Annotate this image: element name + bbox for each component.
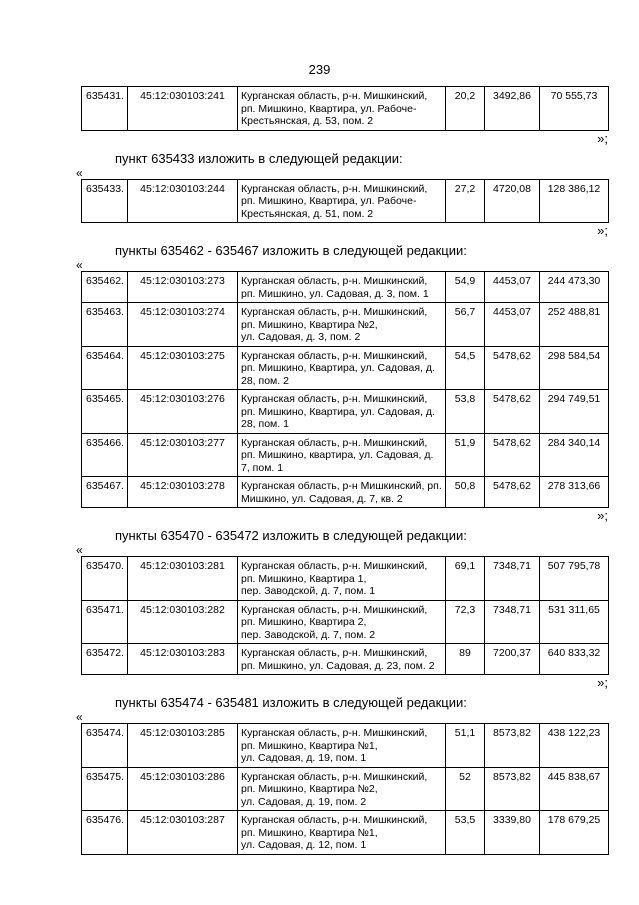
page-number: 239	[308, 62, 331, 77]
cadastral-number-cell: 45:12:030103:277	[128, 433, 238, 477]
address-cell: Курганская область, р-н. Мишкинский, рп. Мишкино, Квартира, ул. Рабоче-Крестьянская, д. 53, пом. 2	[238, 87, 446, 131]
cadastral-number-cell: 45:12:030103:281	[128, 557, 238, 601]
amount-cell: 438 122,23	[540, 724, 609, 768]
area-cell: 56,7	[446, 303, 485, 347]
rate-cell: 8573,82	[485, 724, 540, 768]
item-number-cell: 635475.	[82, 767, 128, 811]
table-row	[82, 767, 609, 811]
amount-cell: 640 833,32	[540, 644, 609, 675]
area-cell: 72,3	[446, 600, 485, 644]
closing-quote-mark: »;	[597, 223, 608, 238]
rate-cell: 4720,08	[485, 179, 540, 223]
cadastral-number-cell: 45:12:030103:275	[128, 346, 238, 390]
table-row	[82, 87, 609, 131]
table-row	[82, 303, 609, 347]
address-cell: Курганская область, р-н. Мишкинский, рп. Мишкино, Квартира 1, пер. Заводской, д. 7, пом. 1	[238, 557, 446, 601]
opening-quote-mark: «	[76, 165, 83, 180]
cadastral-number-cell: 45:12:030103:241	[128, 87, 238, 131]
property-table	[81, 179, 609, 224]
amount-cell: 531 311,65	[540, 600, 609, 644]
cadastral-number-cell: 45:12:030103:273	[128, 272, 238, 303]
closing-quote-mark: »;	[597, 675, 608, 690]
area-cell: 54,9	[446, 272, 485, 303]
rate-cell: 3339,80	[485, 811, 540, 855]
opening-quote-mark: «	[76, 258, 83, 272]
amendment-instruction: пункты 635470 - 635472 изложить в следующей редакции:	[115, 528, 467, 543]
rate-cell: 7348,71	[485, 600, 540, 644]
item-number-cell: 635474.	[82, 724, 128, 768]
item-number-cell: 635431.	[82, 87, 128, 131]
table-row	[82, 724, 609, 768]
item-number-cell: 635462.	[82, 272, 128, 303]
cadastral-number-cell: 45:12:030103:278	[128, 477, 238, 508]
rate-cell: 5478,62	[485, 433, 540, 477]
cadastral-number-cell: 45:12:030103:287	[128, 811, 238, 855]
rate-cell: 4453,07	[485, 272, 540, 303]
amount-cell: 284 340,14	[540, 433, 609, 477]
area-cell: 50,8	[446, 477, 485, 508]
cadastral-number-cell: 45:12:030103:283	[128, 644, 238, 675]
closing-quote-mark: »;	[597, 130, 608, 146]
address-cell: Курганская область, р-н. Мишкинский, рп. Мишкино, квартира, ул. Садовая, д. 7, пом. 1	[238, 433, 446, 477]
table-row	[82, 644, 609, 675]
item-number-cell: 635476.	[82, 811, 128, 855]
item-number-cell: 635471.	[82, 600, 128, 644]
amount-cell: 294 749,51	[540, 390, 609, 434]
opening-quote-mark: «	[76, 543, 83, 557]
table-row	[82, 600, 609, 644]
area-cell: 89	[446, 644, 485, 675]
table-row	[82, 557, 609, 601]
area-cell: 53,5	[446, 811, 485, 855]
area-cell: 20,2	[446, 87, 485, 131]
cadastral-number-cell: 45:12:030103:282	[128, 600, 238, 644]
cadastral-number-cell: 45:12:030103:286	[128, 767, 238, 811]
property-table	[81, 271, 609, 508]
rate-cell: 7348,71	[485, 557, 540, 601]
item-number-cell: 635463.	[82, 303, 128, 347]
amount-cell: 128 386,12	[540, 179, 609, 223]
rate-cell: 5478,62	[485, 346, 540, 390]
address-cell: Курганская область, р-н. Мишкинский, рп. Мишкино, ул. Садовая, д. 23, пом. 2	[238, 644, 446, 675]
item-number-cell: 635465.	[82, 390, 128, 434]
address-cell: Курганская область, р-н Мишкинский, рп. Мишкино, ул. Садовая, д. 7, кв. 2	[238, 477, 446, 508]
rate-cell: 4453,07	[485, 303, 540, 347]
amount-cell: 298 584,54	[540, 346, 609, 390]
table-row	[82, 811, 609, 855]
table-row	[82, 179, 609, 223]
item-number-cell: 635466.	[82, 433, 128, 477]
area-cell: 52	[446, 767, 485, 811]
item-number-cell: 635467.	[82, 477, 128, 508]
amount-cell: 178 679,25	[540, 811, 609, 855]
closing-quote-mark: »;	[597, 508, 608, 523]
property-table	[81, 86, 609, 131]
rate-cell: 5478,62	[485, 477, 540, 508]
area-cell: 51,1	[446, 724, 485, 768]
property-table	[81, 556, 609, 675]
rate-cell: 3492,86	[485, 87, 540, 131]
address-cell: Курганская область, р-н. Мишкинский, рп. Мишкино, Квартира, ул. Садовая, д. 28, пом. 2	[238, 346, 446, 390]
amendment-blocks	[0, 86, 639, 855]
table-row	[82, 390, 609, 434]
area-cell: 53,8	[446, 390, 485, 434]
amendment-instruction: пункты 635462 - 635467 изложить в следующей редакции:	[115, 243, 467, 258]
item-number-cell: 635433.	[82, 179, 128, 223]
area-cell: 27,2	[446, 179, 485, 223]
amount-cell: 70 555,73	[540, 87, 609, 131]
rate-cell: 8573,82	[485, 767, 540, 811]
address-cell: Курганская область, р-н. Мишкинский, рп. Мишкино, Квартира №2, ул. Садовая, д. 3, пом. 2	[238, 303, 446, 347]
amendment-instruction: пункт 635433 изложить в следующей редакции:	[115, 150, 403, 166]
table-row	[82, 477, 609, 508]
property-table	[81, 723, 609, 855]
table-row	[82, 346, 609, 390]
area-cell: 51,9	[446, 433, 485, 477]
amendment-instruction: пункты 635474 - 635481 изложить в следующей редакции:	[115, 695, 467, 710]
amount-cell: 252 488,81	[540, 303, 609, 347]
amount-cell: 507 795,78	[540, 557, 609, 601]
address-cell: Курганская область, р-н. Мишкинский, рп. Мишкино, Квартира №2, ул. Садовая, д. 19, пом. 2	[238, 767, 446, 811]
amount-cell: 244 473,30	[540, 272, 609, 303]
area-cell: 69,1	[446, 557, 485, 601]
cadastral-number-cell: 45:12:030103:276	[128, 390, 238, 434]
table-row	[82, 433, 609, 477]
area-cell: 54,5	[446, 346, 485, 390]
opening-quote-mark: «	[76, 710, 83, 724]
address-cell: Курганская область, р-н. Мишкинский, рп. Мишкино, Квартира 2, пер. Заводской, д. 7, пом. 2	[238, 600, 446, 644]
address-cell: Курганская область, р-н. Мишкинский, рп. Мишкино, Квартира, ул. Садовая, д. 28, пом. 1	[238, 390, 446, 434]
address-cell: Курганская область, р-н. Мишкинский, рп. Мишкино, ул. Садовая, д. 3, пом. 1	[238, 272, 446, 303]
item-number-cell: 635464.	[82, 346, 128, 390]
cadastral-number-cell: 45:12:030103:274	[128, 303, 238, 347]
table-row	[82, 272, 609, 303]
amount-cell: 278 313,66	[540, 477, 609, 508]
address-cell: Курганская область, р-н. Мишкинский, рп. Мишкино, Квартира №1, ул. Садовая, д. 12, пом. 1	[238, 811, 446, 855]
amount-cell: 445 838,67	[540, 767, 609, 811]
item-number-cell: 635470.	[82, 557, 128, 601]
address-cell: Курганская область, р-н. Мишкинский, рп. Мишкино, Квартира №1, ул. Садовая, д. 19, пом. 1	[238, 724, 446, 768]
item-number-cell: 635472.	[82, 644, 128, 675]
rate-cell: 7200,37	[485, 644, 540, 675]
address-cell: Курганская область, р-н. Мишкинский, рп. Мишкино, Квартира, ул. Рабоче-Крестьянская, д. 51, пом. 2	[238, 179, 446, 223]
rate-cell: 5478,62	[485, 390, 540, 434]
cadastral-number-cell: 45:12:030103:285	[128, 724, 238, 768]
cadastral-number-cell: 45:12:030103:244	[128, 179, 238, 223]
